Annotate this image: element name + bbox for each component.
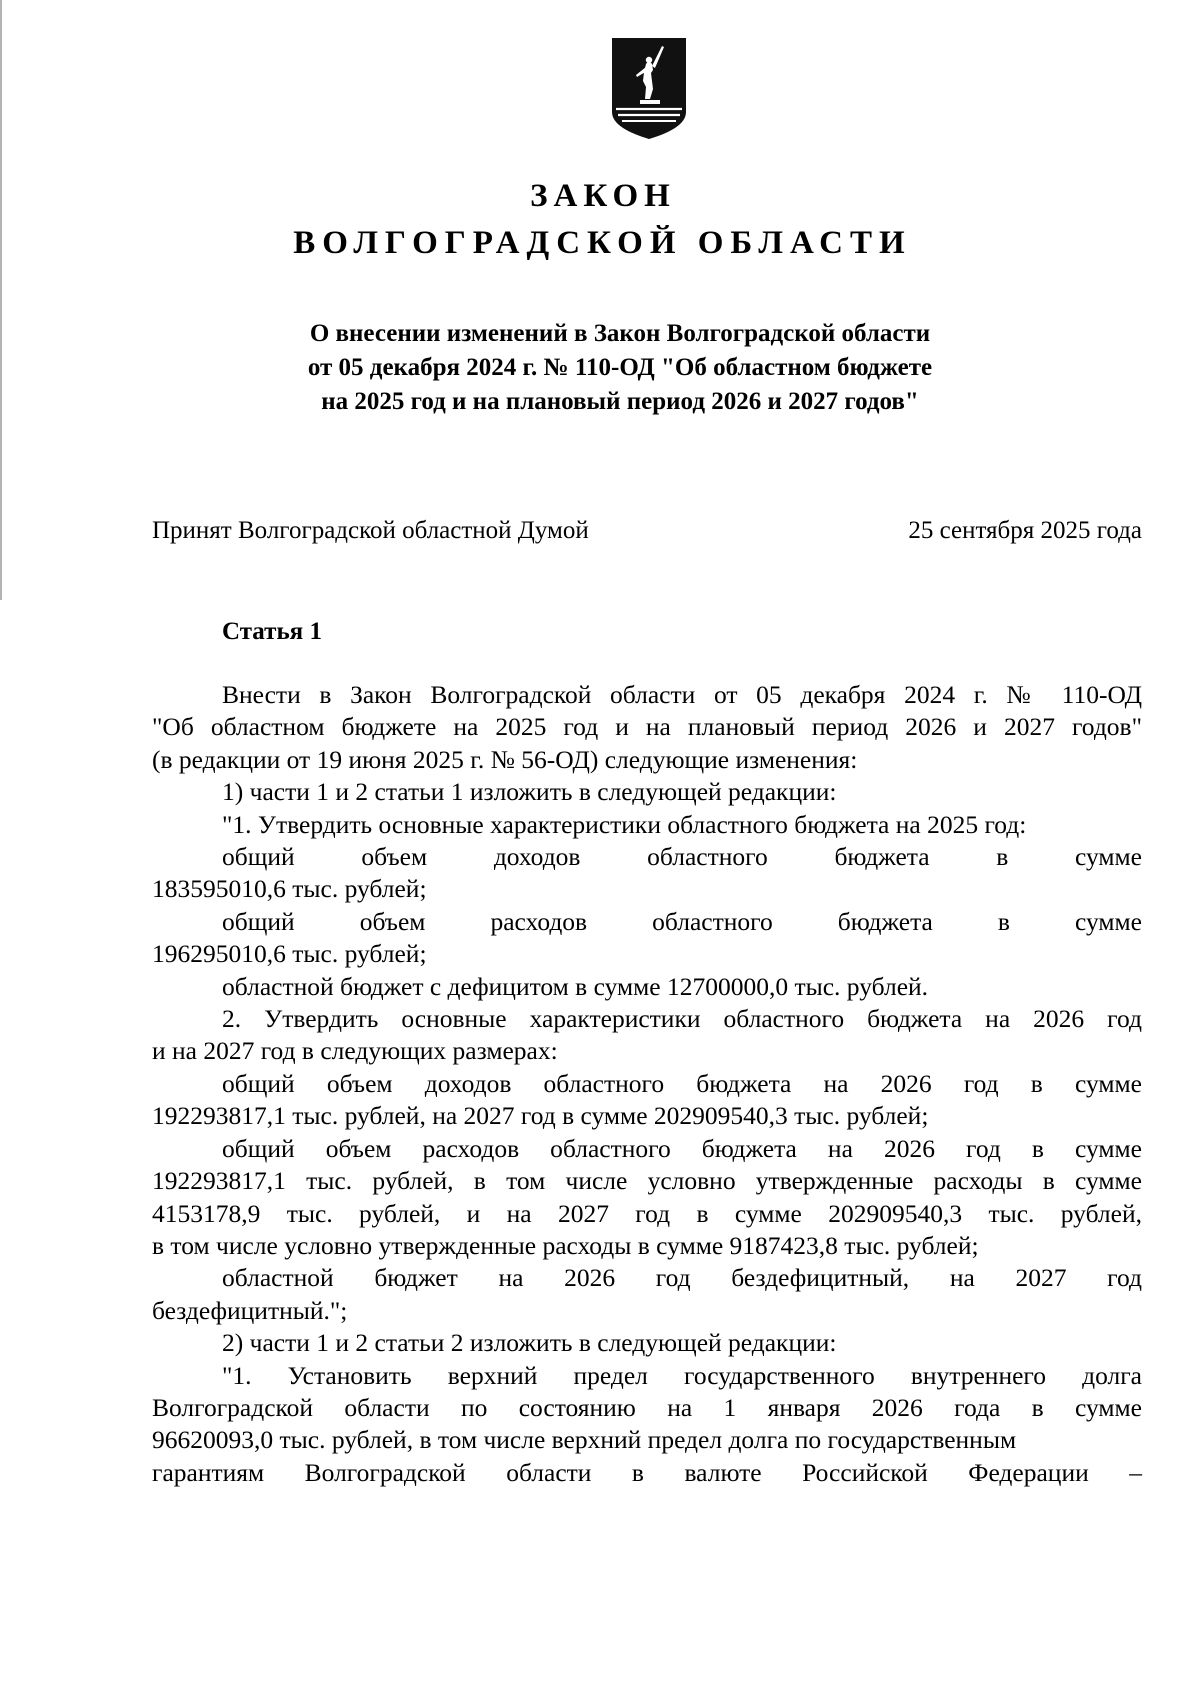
body-line: областной бюджет на 2026 год бездефицитный, на 2027 год [222, 1263, 1142, 1293]
body-line: 96620093,0 тыс. рублей, в том числе верхний предел долга по государственным [152, 1425, 1017, 1455]
volgograd-coat-of-arms-icon [610, 36, 688, 140]
body-line: общий объем доходов областного бюджета на 2026 год в сумме [222, 1068, 1142, 1098]
body-line: общий объем расходов областного бюджета в сумме [222, 906, 1142, 936]
body-line: общий объем расходов областного бюджета на 2026 год в сумме [222, 1133, 1142, 1163]
adoption-date: 25 сентября 2025 года [908, 517, 1142, 544]
body-line: бездефицитный."; [152, 1295, 348, 1325]
body-line: областной бюджет с дефицитом в сумме 12700000,0 тыс. рублей. [222, 971, 929, 1001]
article-body [152, 679, 1142, 1489]
subtitle-line: О внесении изменений в Закон Волгоградской области [309, 320, 931, 347]
body-line: 196295010,6 тыс. рублей; [152, 939, 427, 969]
adopted-by: Принят Волгоградской областной Думой [152, 517, 589, 544]
body-line: 2. Утвердить основные характеристики областного бюджета на 2026 год [222, 1004, 1142, 1034]
body-line: 192293817,1 тыс. рублей, на 2027 год в сумме 202909540,3 тыс. рублей; [152, 1101, 929, 1131]
body-line: "1. Установить верхний предел государственного внутреннего долга [222, 1360, 1142, 1390]
document-type-title: ЗАКОН [530, 178, 676, 214]
body-line: Волгоградской области по состоянию на 1 января 2026 года в сумме [152, 1392, 1142, 1422]
body-line: 2) части 1 и 2 статьи 2 изложить в следующей редакции: [222, 1328, 837, 1358]
subtitle-line: на 2025 год и на плановый период 2026 и 2027 годов" [321, 388, 919, 415]
body-line: общий объем доходов областного бюджета в сумме [222, 842, 1142, 872]
body-line: (в редакции от 19 июня 2025 г. № 56-ОД) следующие изменения: [152, 744, 858, 774]
body-line: в том числе условно утвержденные расходы в сумме 9187423,8 тыс. рублей; [152, 1230, 979, 1260]
law-subtitle [200, 317, 1040, 419]
subtitle-line: от 05 декабря 2024 г. № 110-ОД "Об областном бюджете [307, 354, 933, 381]
issuing-region-title: ВОЛГОГРАДСКОЙ ОБЛАСТИ [293, 225, 912, 261]
body-line: и на 2027 год в следующих размерах: [152, 1036, 558, 1066]
body-line: 4153178,9 тыс. рублей, и на 2027 год в сумме 202909540,3 тыс. рублей, [152, 1198, 1142, 1228]
body-line: 1) части 1 и 2 статьи 1 изложить в следующей редакции: [222, 777, 837, 807]
body-line: "1. Утвердить основные характеристики областного бюджета на 2025 год: [222, 809, 1027, 839]
body-line: Внести в Закон Волгоградской области от 05 декабря 2024 г. № 110-ОД [222, 680, 1142, 709]
body-line: гарантиям Волгоградской области в валюте Российской Федерации – [152, 1457, 1142, 1487]
body-line: 183595010,6 тыс. рублей; [152, 874, 427, 904]
article-title: Статья 1 [222, 618, 322, 645]
scan-edge-mark [0, 0, 3, 600]
body-line: 192293817,1 тыс. рублей, в том числе условно утвержденные расходы в сумме [152, 1166, 1142, 1196]
adoption-row [152, 517, 1142, 545]
body-line: "Об областном бюджете на 2025 год и на плановый период 2026 и 2027 годов" [152, 712, 1142, 742]
